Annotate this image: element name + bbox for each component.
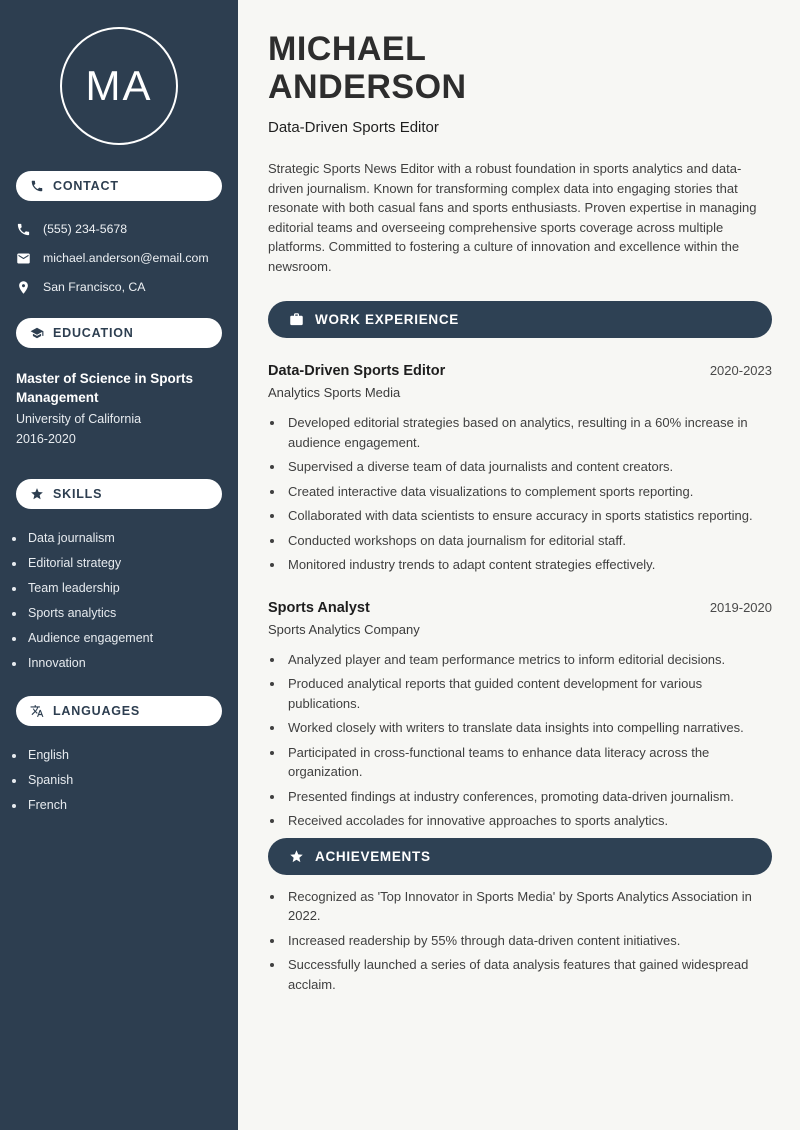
person-name-line1: MICHAEL <box>268 30 427 68</box>
job-bullet: • Participated in cross-functional teams to enhance data literacy across the organization. <box>285 743 772 782</box>
skill-item: • Innovation <box>26 655 238 671</box>
job-entry <box>268 600 772 831</box>
job-bullet: • Conducted workshops on data journalism for editorial staff. <box>285 531 772 551</box>
work-experience-label: WORK EXPERIENCE <box>315 312 460 327</box>
job-bullet-list <box>268 650 772 831</box>
skills-section-header <box>16 479 222 509</box>
contact-section-header <box>16 171 222 201</box>
languages-list <box>0 747 238 813</box>
person-title: Data-Driven Sports Editor <box>268 119 439 136</box>
job-bullet: • Presented findings at industry conferences, promoting data-driven journalism. <box>285 787 772 807</box>
skill-item: • Audience engagement <box>26 630 238 646</box>
job-dates: 2020-2023 <box>709 363 772 378</box>
job-bullet: • Supervised a diverse team of data journalists and content creators. <box>285 457 772 477</box>
location-text: San Francisco, CA <box>43 280 146 294</box>
skill-item: • Sports analytics <box>26 605 238 621</box>
job-bullet: • Received accolades for innovative approaches to sports analytics. <box>285 811 772 831</box>
person-name <box>268 30 772 106</box>
achievement-bullet: • Recognized as 'Top Innovator in Sports Media' by Sports Analytics Association in 2022. <box>285 887 772 926</box>
skill-item: • Editorial strategy <box>26 555 238 571</box>
achievements-list <box>268 887 772 995</box>
skills-list <box>0 530 238 671</box>
skills-section-label: SKILLS <box>53 487 103 501</box>
job-bullet: • Analyzed player and team performance metrics to inform editorial decisions. <box>285 650 772 670</box>
translate-icon <box>30 704 44 718</box>
education-school: University of California <box>16 412 142 426</box>
star-icon <box>30 487 44 501</box>
job-bullet: • Collaborated with data scientists to ensure accuracy in sports statistics reporting. <box>285 506 772 526</box>
achievements-label: ACHIEVEMENTS <box>315 848 431 864</box>
language-item: • English <box>26 747 238 763</box>
contact-section-label: CONTACT <box>53 179 119 193</box>
job-title: Data-Driven Sports Editor <box>268 363 446 379</box>
job-bullet: • Worked closely with writers to translate data insights into compelling narratives. <box>285 718 772 738</box>
language-item: • French <box>26 797 238 813</box>
phone-number: (555) 234-5678 <box>43 222 128 236</box>
summary-paragraph: Strategic Sports News Editor with a robust foundation in sports analytics and data-driven journalism. Known for transforming complex data into engaging stories that resonate with both casual fans and sports enthusiasts. Proven expertise in managing editorial teams and overseeing comprehensive sports coverage across multiple platforms. Committed to fostering a culture of innovation and excellence within the newsroom. <box>268 161 757 274</box>
job-dates: 2019-2020 <box>709 599 772 615</box>
phone-icon <box>30 179 44 193</box>
skill-item: • Team leadership <box>26 580 238 596</box>
education-degree: Master of Science in Sports Management <box>16 371 194 405</box>
contact-row-phone <box>0 221 238 237</box>
avatar <box>60 27 178 145</box>
contact-row-location <box>0 279 238 295</box>
briefcase-icon <box>289 312 304 327</box>
education-section-label: EDUCATION <box>53 326 134 340</box>
job-bullet: • Monitored industry trends to adapt content strategies effectively. <box>285 555 772 575</box>
achievement-bullet: • Increased readership by 55% through data-driven content initiatives. <box>285 931 772 951</box>
education-section-header <box>16 318 222 348</box>
achievement-bullet: • Successfully launched a series of data analysis features that gained widespread acclaim. <box>285 955 772 994</box>
achievements-banner <box>268 838 772 875</box>
work-experience-banner <box>268 301 772 338</box>
job-company: Sports Analytics Company <box>268 621 420 637</box>
job-bullet: • Created interactive data visualizations to complement sports reporting. <box>285 482 772 502</box>
email-address: michael.anderson@email.com <box>43 251 209 265</box>
job-bullet-list <box>268 413 772 575</box>
education-years: 2016-2020 <box>16 432 76 446</box>
location-icon <box>16 280 31 295</box>
languages-section-header <box>16 696 222 726</box>
job-entry <box>268 363 772 575</box>
skill-item: • Data journalism <box>26 530 238 546</box>
sidebar <box>0 0 238 1130</box>
contact-row-email <box>0 250 238 266</box>
contact-list <box>0 221 238 295</box>
graduation-cap-icon <box>30 326 44 340</box>
person-name-line2: ANDERSON <box>268 68 467 106</box>
job-company: Analytics Sports Media <box>268 385 401 400</box>
job-title: Sports Analyst <box>268 599 370 616</box>
avatar-initials: MA <box>85 62 153 109</box>
job-bullet: • Developed editorial strategies based on analytics, resulting in a 60% increase in audience engagement. <box>285 413 772 452</box>
star-icon <box>289 849 304 864</box>
education-entry <box>0 369 238 446</box>
job-bullet: • Produced analytical reports that guided content development for various publications. <box>285 674 772 713</box>
language-item: • Spanish <box>26 772 238 788</box>
mail-icon <box>16 251 31 266</box>
main-content <box>238 0 800 1130</box>
languages-section-label: LANGUAGES <box>53 704 141 718</box>
phone-icon <box>16 222 31 237</box>
